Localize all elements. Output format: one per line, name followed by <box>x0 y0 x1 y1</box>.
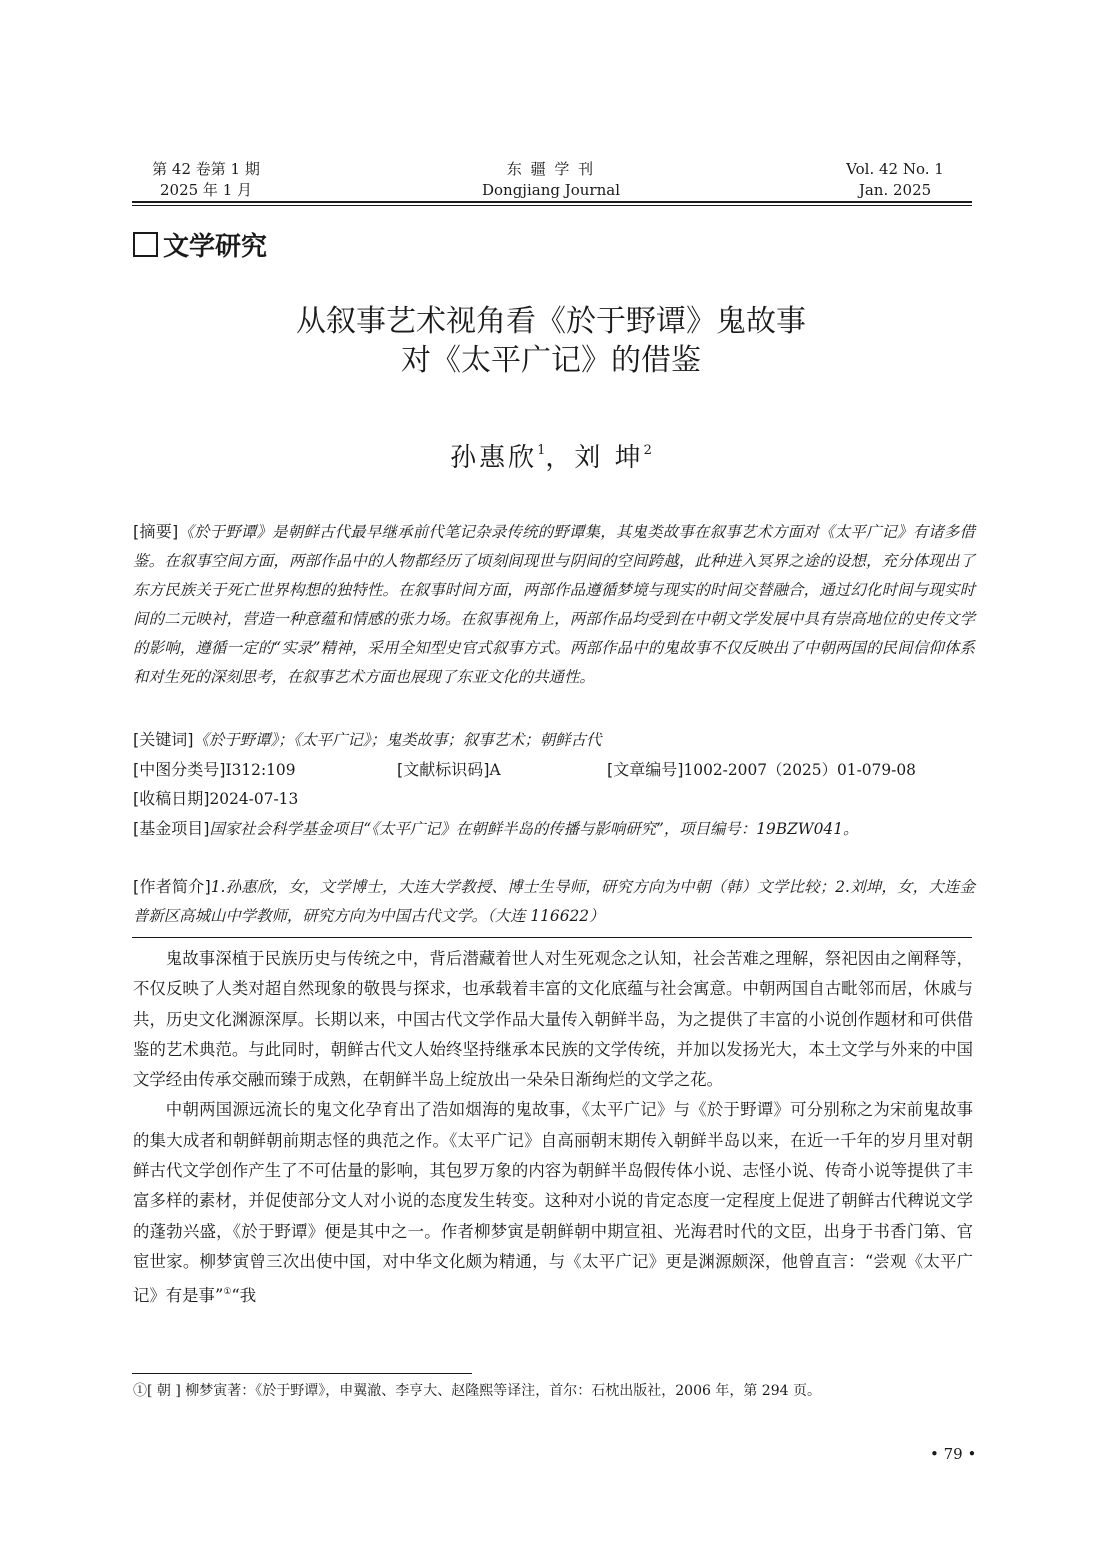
body-paragraph-2-text: 中朝两国源远流长的鬼文化孕育出了浩如烟海的鬼故事，《太平广记》与《於于野谭》可分别称之为宋前鬼故事的集大成者和朝鲜朝前期志怪的典范之作。《太平广记》自高丽朝末期传入朝鲜半岛以来，在近一千年的岁月里对朝鲜古代文学创作产生了不可估量的影响，其包罗万象的内容为朝鲜半岛假传体小说、志怪小说、传奇小说等提供了丰富多样的素材，并促使部分文人对小说的态度发生转变。这种对小说的肯定态度一定程度上促进了朝鲜古代稗说文学的蓬勃兴盛，《於于野谭》便是其中之一。作者柳梦寅是朝鲜朝中期宣祖、光海君时代的文臣，出身于书香门第、官宦世家。柳梦寅曾三次出使中国，对中华文化颇为精通，与《太平广记》更是渊源颇深，他曾直言：“尝观《太平广记》有是事” <box>133 1100 973 1306</box>
clc <box>133 755 296 785</box>
received-date <box>133 784 975 814</box>
article-number <box>607 755 916 785</box>
author-separator: ， <box>545 443 575 473</box>
page-number: • 79 • <box>930 1445 977 1463</box>
author-line <box>132 437 970 474</box>
body-paragraph-1: 鬼故事深植于民族历史与传统之中，背后潜藏着世人对生死观念之认知，社会苦难之理解，祭祀因由之阐释等，不仅反映了人类对超自然现象的敬畏与探求，也承载着丰富的文化底蕴与社会寓意。中朝两国自古毗邻而居，休戚与共，历史文化渊源深厚。长期以来，中国古代文学作品大量传入朝鲜半岛，为之提供了丰富的小说创作题材和可供借鉴的艺术典范。与此同时，朝鲜古代文人始终坚持继承本民族的文学传统，并加以发扬光大，本土文学与外来的中国文学经由传承交融而臻于成熟，在朝鲜半岛上绽放出一朵朵日渐绚烂的文学之花。 <box>133 949 973 1090</box>
author-1: 孙惠欣 <box>450 443 538 473</box>
abstract <box>133 517 975 692</box>
issue-volume-cn: 第 42 卷第 1 期 <box>152 160 260 178</box>
abstract-text: 《於于野谭》是朝鲜古代最早继承前代笔记杂录传统的野谭集，其鬼类故事在叙事艺术方面对《太平广记》有诸多借鉴。在叙事空间方面，两部作品中的人物都经历了顷刻间现世与阴间的空间跨越，此种进入冥界之途的设想，充分体现出了东方民族关于死亡世界构想的独特性。在叙事时间方面，两部作品遵循梦境与现实的时间交替融合，通过幻化时间与现实时间的二元映衬，营造一种意蕴和情感的张力场。在叙事视角上，两部作品均受到在中朝文学发展中具有崇高地位的史传文学的影响，遵循一定的“实录”精神，采用全知型史官式叙事方式。两部作品中的鬼故事不仅反映出了中朝两国的民间信仰体系和对生死的深刻思考，在叙事艺术方面也展现了东亚文化的共通性。 <box>133 523 975 686</box>
keywords-text: 《於于野谭》；《太平广记》；鬼类故事；叙事艺术；朝鲜古代 <box>193 731 602 749</box>
journal-name-en: Dongjiang Journal <box>481 181 621 199</box>
keywords <box>133 725 975 755</box>
footnote: ①[ 朝 ] 柳梦寅著：《於于野谭》，申翼澈、李亨大、赵隆熙等译注，首尔：石枕出版社，2006 年，第 294 页。 <box>133 1383 821 1399</box>
body-paragraph-2-tail: “我 <box>231 1286 257 1306</box>
received-value: 2024-07-13 <box>209 790 299 808</box>
issue-date-cn: 2025 年 1 月 <box>159 181 253 199</box>
author-bio-text: 1.孙惠欣，女，文学博士，大连大学教授、博士生导师，研究方向为中朝（韩）文学比较；2.刘坤，女，大连金普新区高城山中学教师，研究方向为中国古代文学。（大连 116622） <box>133 878 975 925</box>
article-title-line2: 对《太平广记》的借鉴 <box>401 343 701 378</box>
journal-name-cn: 东 疆 学 刊 <box>506 160 596 178</box>
journal-name <box>470 159 632 201</box>
body-paragraph-2 <box>133 1095 973 1311</box>
fund-text: 国家社会科学基金项目“《太平广记》在朝鲜半岛的传播与影响研究”，项目编号：19BZW041。 <box>209 820 859 838</box>
doc-code-label: [文献标识码] <box>397 760 490 779</box>
article-number-label: [文章编号] <box>607 760 684 779</box>
author-1-affil: 1 <box>537 443 546 458</box>
doc-code <box>397 755 501 785</box>
article-number-value: 1002-2007（2025）01-079-08 <box>683 761 916 779</box>
abstract-divider <box>132 937 972 938</box>
section-heading <box>133 226 267 263</box>
doc-code-value: A <box>489 761 501 779</box>
received-label: [收稿日期] <box>133 789 210 808</box>
fund-project <box>133 814 975 844</box>
footnote-rule <box>132 1373 472 1374</box>
issue-volume-en: Vol. 42 No. 1 <box>846 160 944 178</box>
clc-value: I312:109 <box>225 761 296 779</box>
author-2-affil: 2 <box>643 443 652 458</box>
author-bio <box>133 872 975 931</box>
body-text <box>133 944 973 1312</box>
section-label: 文学研究 <box>163 232 268 262</box>
article-title-line1: 从叙事艺术视角看《於于野谭》鬼故事 <box>296 304 806 339</box>
journal-issue-en <box>820 159 970 201</box>
footnote-ref: ① <box>223 1287 232 1298</box>
issue-date-en: Jan. 2025 <box>858 181 932 199</box>
clc-label: [中图分类号] <box>133 760 226 779</box>
abstract-label: [摘要] <box>133 522 179 541</box>
journal-issue-cn <box>150 159 262 201</box>
author-2: 刘 坤 <box>574 443 644 473</box>
header-rule-thick <box>132 201 972 203</box>
header-rule-thin <box>132 205 972 206</box>
section-box-icon <box>133 232 158 257</box>
keywords-label: [关键词] <box>133 730 194 749</box>
fund-label: [基金项目] <box>133 819 210 838</box>
author-bio-label: [作者简介] <box>133 877 211 896</box>
